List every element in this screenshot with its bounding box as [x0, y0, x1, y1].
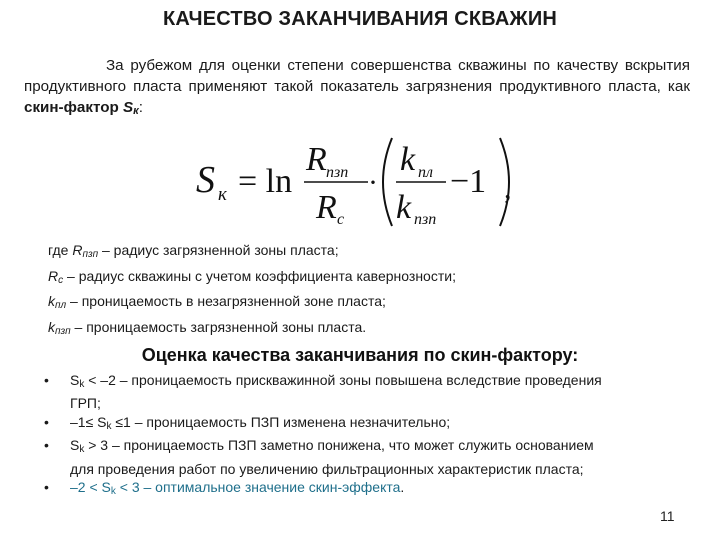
list-item — [44, 478, 614, 501]
definition-prefix: где — [48, 242, 73, 258]
definition-symbol-sub: с — [58, 274, 64, 286]
formula-den2: k — [396, 189, 412, 226]
list-item — [44, 436, 614, 478]
criterion-sub: k — [79, 444, 85, 456]
criterion-text: < –2 – проницаемость прискважинной зоны повышена вследствие проведения ГРП; — [70, 372, 602, 412]
definition-row — [48, 240, 568, 266]
section-subheading: Оценка качества заканчивания по скин-фактору: — [141, 345, 579, 365]
definition-row — [48, 317, 568, 343]
bullet-icon: • — [44, 413, 49, 430]
formula-num2-sub: пл — [418, 164, 433, 181]
intro-symbol-sub: к — [133, 105, 139, 117]
criterion-pre: –2 < S — [70, 479, 111, 496]
bullet-icon: • — [44, 372, 49, 388]
definition-symbol-sub: пзп — [82, 249, 99, 260]
definitions-list — [48, 240, 568, 342]
formula-den1: R — [316, 189, 337, 226]
definition-row — [48, 291, 568, 317]
intro-paragraph — [24, 55, 690, 122]
formula-num2: k — [400, 141, 416, 178]
definition-text: – радиус скважины с учетом коэффициента кавернозности; — [63, 267, 456, 284]
formula-dot: · — [368, 166, 378, 199]
skin-factor-formula — [196, 132, 516, 232]
intro-symbol: S — [122, 99, 134, 116]
intro-text: За рубежом для оценки степени совершенства скважины по качеству вскрытия продуктивного пласта применяют такой показатель загрязнения продуктивного пласта, как — [24, 57, 690, 95]
criterion-sub: k — [106, 420, 112, 432]
definition-symbol-sub: пл — [55, 300, 67, 311]
formula-num1: R — [306, 141, 327, 178]
page-number: 11 — [660, 508, 675, 524]
definition-symbol: R — [72, 242, 83, 258]
formula-lhs-sub: к — [218, 184, 227, 205]
bullet-icon: • — [44, 437, 49, 454]
definition-text: – проницаемость в незагрязненной зоне пласта; — [66, 293, 386, 309]
formula-comma: , — [504, 172, 512, 205]
formula-lhs: S — [196, 159, 215, 201]
formula-den2-sub: пзп — [414, 211, 437, 228]
definition-symbol: k — [48, 293, 55, 309]
criterion-text: > 3 – проницаемость ПЗП заметно понижена, что может служить основанием для проведения работ по увеличению фильтрационных характеристик пласта; — [70, 437, 594, 477]
definition-row — [48, 266, 568, 292]
intro-suffix: : — [138, 99, 143, 116]
intro-term: скин‑фактор — [24, 99, 123, 116]
criterion-pre: S — [70, 372, 80, 388]
criterion-tail: . — [400, 479, 405, 496]
formula-num1-sub: пзп — [326, 164, 349, 181]
definition-text: – проницаемость загрязненной зоны пласта. — [70, 318, 367, 335]
list-item — [44, 371, 614, 413]
criterion-pre: S — [70, 437, 80, 454]
definition-symbol-sub: пзп — [55, 325, 71, 337]
definition-text: – радиус загрязненной зоны пласта; — [98, 242, 339, 258]
criterion-sub: k — [110, 486, 116, 498]
criterion-text: ≤1 – проницаемость ПЗП изменена незначительно; — [111, 413, 451, 430]
definition-symbol: R — [48, 267, 59, 284]
slide-title: КАЧЕСТВО ЗАКАНЧИВАНИЯ СКВАЖИН — [162, 8, 558, 30]
list-item — [44, 413, 614, 436]
formula-den1-sub: с — [337, 211, 345, 228]
formula-eq-ln: = ln — [238, 163, 293, 200]
formula-minus-one: −1 — [450, 163, 487, 200]
criterion-sub: k — [79, 379, 85, 390]
criteria-list — [44, 371, 614, 501]
criterion-text: < 3 – оптимальное значение скин-эффекта — [115, 479, 401, 496]
criterion-pre: –1≤ S — [70, 413, 107, 430]
left-paren — [383, 138, 392, 226]
definition-symbol: k — [48, 318, 55, 335]
bullet-icon: • — [44, 479, 49, 496]
